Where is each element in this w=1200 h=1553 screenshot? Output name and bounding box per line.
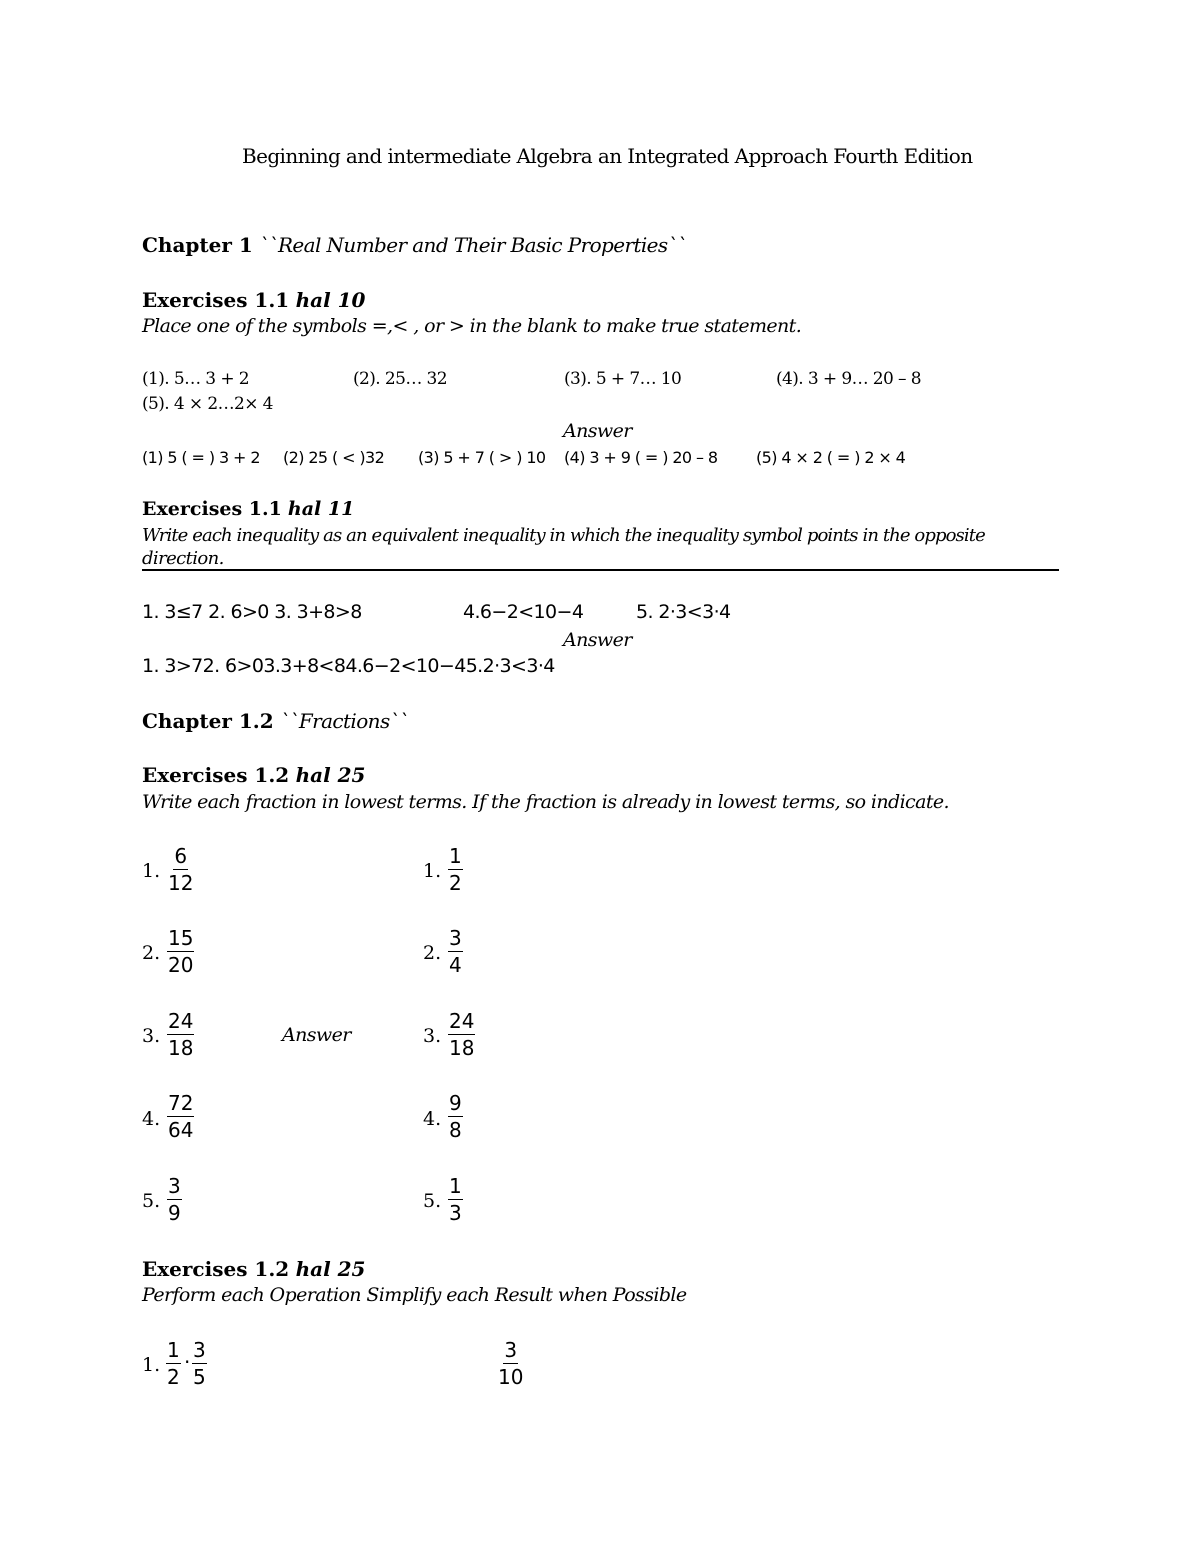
exercise-2-problem-4: 4.6−2<10−4 [463, 601, 584, 623]
exercise-2-answers: 1. 3>72. 6>03.3+8<84.6−2<10−45.2·3<3·4 [142, 655, 555, 677]
exercise-3-instruction: Write each fraction in lowest terms. If the fraction is already in lowest terms, so indicate. [142, 791, 949, 813]
problem-fraction-a [166, 1340, 181, 1387]
chapter-1-label: Chapter 1 [142, 233, 253, 257]
problem-fraction [167, 846, 194, 893]
exercise-1-answer-1: (1) 5 ( = ) 3 + 2 [142, 448, 260, 467]
exercise-2-answer-label: Answer [563, 629, 632, 651]
numerator: 3 [168, 1174, 181, 1198]
problem-number: 1. [142, 1354, 161, 1376]
problem-fraction-b [192, 1340, 207, 1387]
denominator: 20 [168, 953, 194, 977]
exercise-3-title: Exercises 1.2 [142, 763, 290, 787]
exercise-2-instruction-line-2: direction. [142, 548, 224, 569]
exercise-4-instruction: Perform each Operation Simplify each Result when Possible [142, 1284, 687, 1306]
denominator: 18 [449, 1036, 475, 1060]
problem-number: 5. [142, 1190, 161, 1212]
exercise-1-problem-4: (4). 3 + 9… 20 – 8 [776, 369, 921, 389]
problem-number: 4. [142, 1108, 161, 1130]
exercise-4-heading [142, 1259, 365, 1279]
denominator: 8 [449, 1118, 462, 1142]
exercise-1-problem-5: (5). 4 × 2…2× 4 [142, 394, 273, 414]
denominator: 3 [449, 1201, 462, 1225]
answer-fraction [448, 1176, 463, 1223]
denominator: 5 [193, 1365, 206, 1389]
answer-fraction [448, 1011, 475, 1058]
numerator: 1 [449, 1174, 462, 1198]
exercise-1-heading [142, 290, 365, 310]
numerator: 3 [193, 1338, 206, 1362]
exercise-2-page: hal 11 [287, 498, 355, 520]
exercise-1-page: hal 10 [295, 288, 366, 312]
numerator: 15 [168, 926, 194, 950]
numerator: 6 [174, 844, 188, 868]
answer-fraction [497, 1340, 524, 1387]
denominator: 9 [168, 1201, 181, 1225]
exercise-1-problem-2: (2). 25… 32 [353, 369, 447, 389]
exercise-1-instruction: Place one of the symbols =,< , or > in the blank to make true statement. [142, 315, 802, 337]
denominator: 12 [168, 871, 194, 895]
exercise-3-heading [142, 765, 365, 785]
answer-number: 2. [423, 942, 442, 964]
answer-fraction [448, 1093, 463, 1140]
answer-number: 4. [423, 1108, 442, 1130]
problem-number: 1. [142, 860, 161, 882]
numerator: 3 [449, 926, 462, 950]
denominator: 4 [449, 953, 462, 977]
exercise-1-answer-2: (2) 25 ( < )32 [283, 448, 385, 467]
exercise-2-title: Exercises 1.1 [142, 498, 282, 520]
exercise-2-instruction-line-1: Write each inequality as an equivalent inequality in which the inequality symbol points in the opposite [142, 525, 985, 546]
answer-fraction [448, 928, 463, 975]
chapter-1-2-name: ``Fractions`` [280, 709, 409, 733]
exercise-3-answer-label: Answer [282, 1024, 351, 1046]
problem-number: 2. [142, 942, 161, 964]
exercise-1-problem-3: (3). 5 + 7… 10 [564, 369, 682, 389]
exercise-2-problems-1-3: 1. 3≤7 2. 6>0 3. 3+8>8 [142, 601, 362, 623]
numerator: 1 [449, 844, 462, 868]
exercise-1-answer-5: (5) 4 × 2 ( = ) 2 × 4 [756, 448, 906, 467]
problem-fraction [167, 1011, 194, 1058]
chapter-1-2-heading [142, 711, 408, 731]
horizontal-rule [142, 569, 1059, 571]
answer-fraction [448, 846, 463, 893]
problem-fraction [167, 1176, 182, 1223]
exercise-4-title: Exercises 1.2 [142, 1257, 290, 1281]
exercise-2-problem-5: 5. 2·3<3·4 [636, 601, 731, 623]
exercise-4-page: hal 25 [295, 1257, 366, 1281]
denominator: 64 [168, 1118, 194, 1142]
numerator: 1 [167, 1338, 180, 1362]
numerator: 24 [449, 1009, 475, 1033]
answer-number: 1. [423, 860, 442, 882]
multiply-dot: · [184, 1350, 191, 1374]
exercise-1-answer-4: (4) 3 + 9 ( = ) 20 – 8 [564, 448, 718, 467]
numerator: 3 [504, 1338, 518, 1362]
chapter-1-name: ``Real Number and Their Basic Properties`` [259, 233, 687, 257]
chapter-1-2-label: Chapter 1.2 [142, 709, 274, 733]
answer-number: 5. [423, 1190, 442, 1212]
problem-fraction [167, 1093, 194, 1140]
problem-number: 3. [142, 1025, 161, 1047]
numerator: 72 [168, 1091, 194, 1115]
exercise-2-heading [142, 500, 354, 519]
answer-number: 3. [423, 1025, 442, 1047]
exercise-1-problem-1: (1). 5… 3 + 2 [142, 369, 249, 389]
numerator: 9 [449, 1091, 462, 1115]
denominator: 2 [449, 871, 462, 895]
denominator: 10 [498, 1365, 524, 1389]
denominator: 2 [167, 1365, 180, 1389]
exercise-1-answer-label: Answer [563, 420, 632, 442]
problem-fraction [167, 928, 194, 975]
exercise-1-title: Exercises 1.1 [142, 288, 290, 312]
numerator: 24 [168, 1009, 194, 1033]
document-title: Beginning and intermediate Algebra an Integrated Approach Fourth Edition [242, 144, 973, 168]
exercise-3-page: hal 25 [295, 763, 366, 787]
denominator: 18 [168, 1036, 194, 1060]
exercise-1-answer-3: (3) 5 + 7 ( > ) 10 [418, 448, 546, 467]
chapter-1-heading [142, 235, 686, 255]
